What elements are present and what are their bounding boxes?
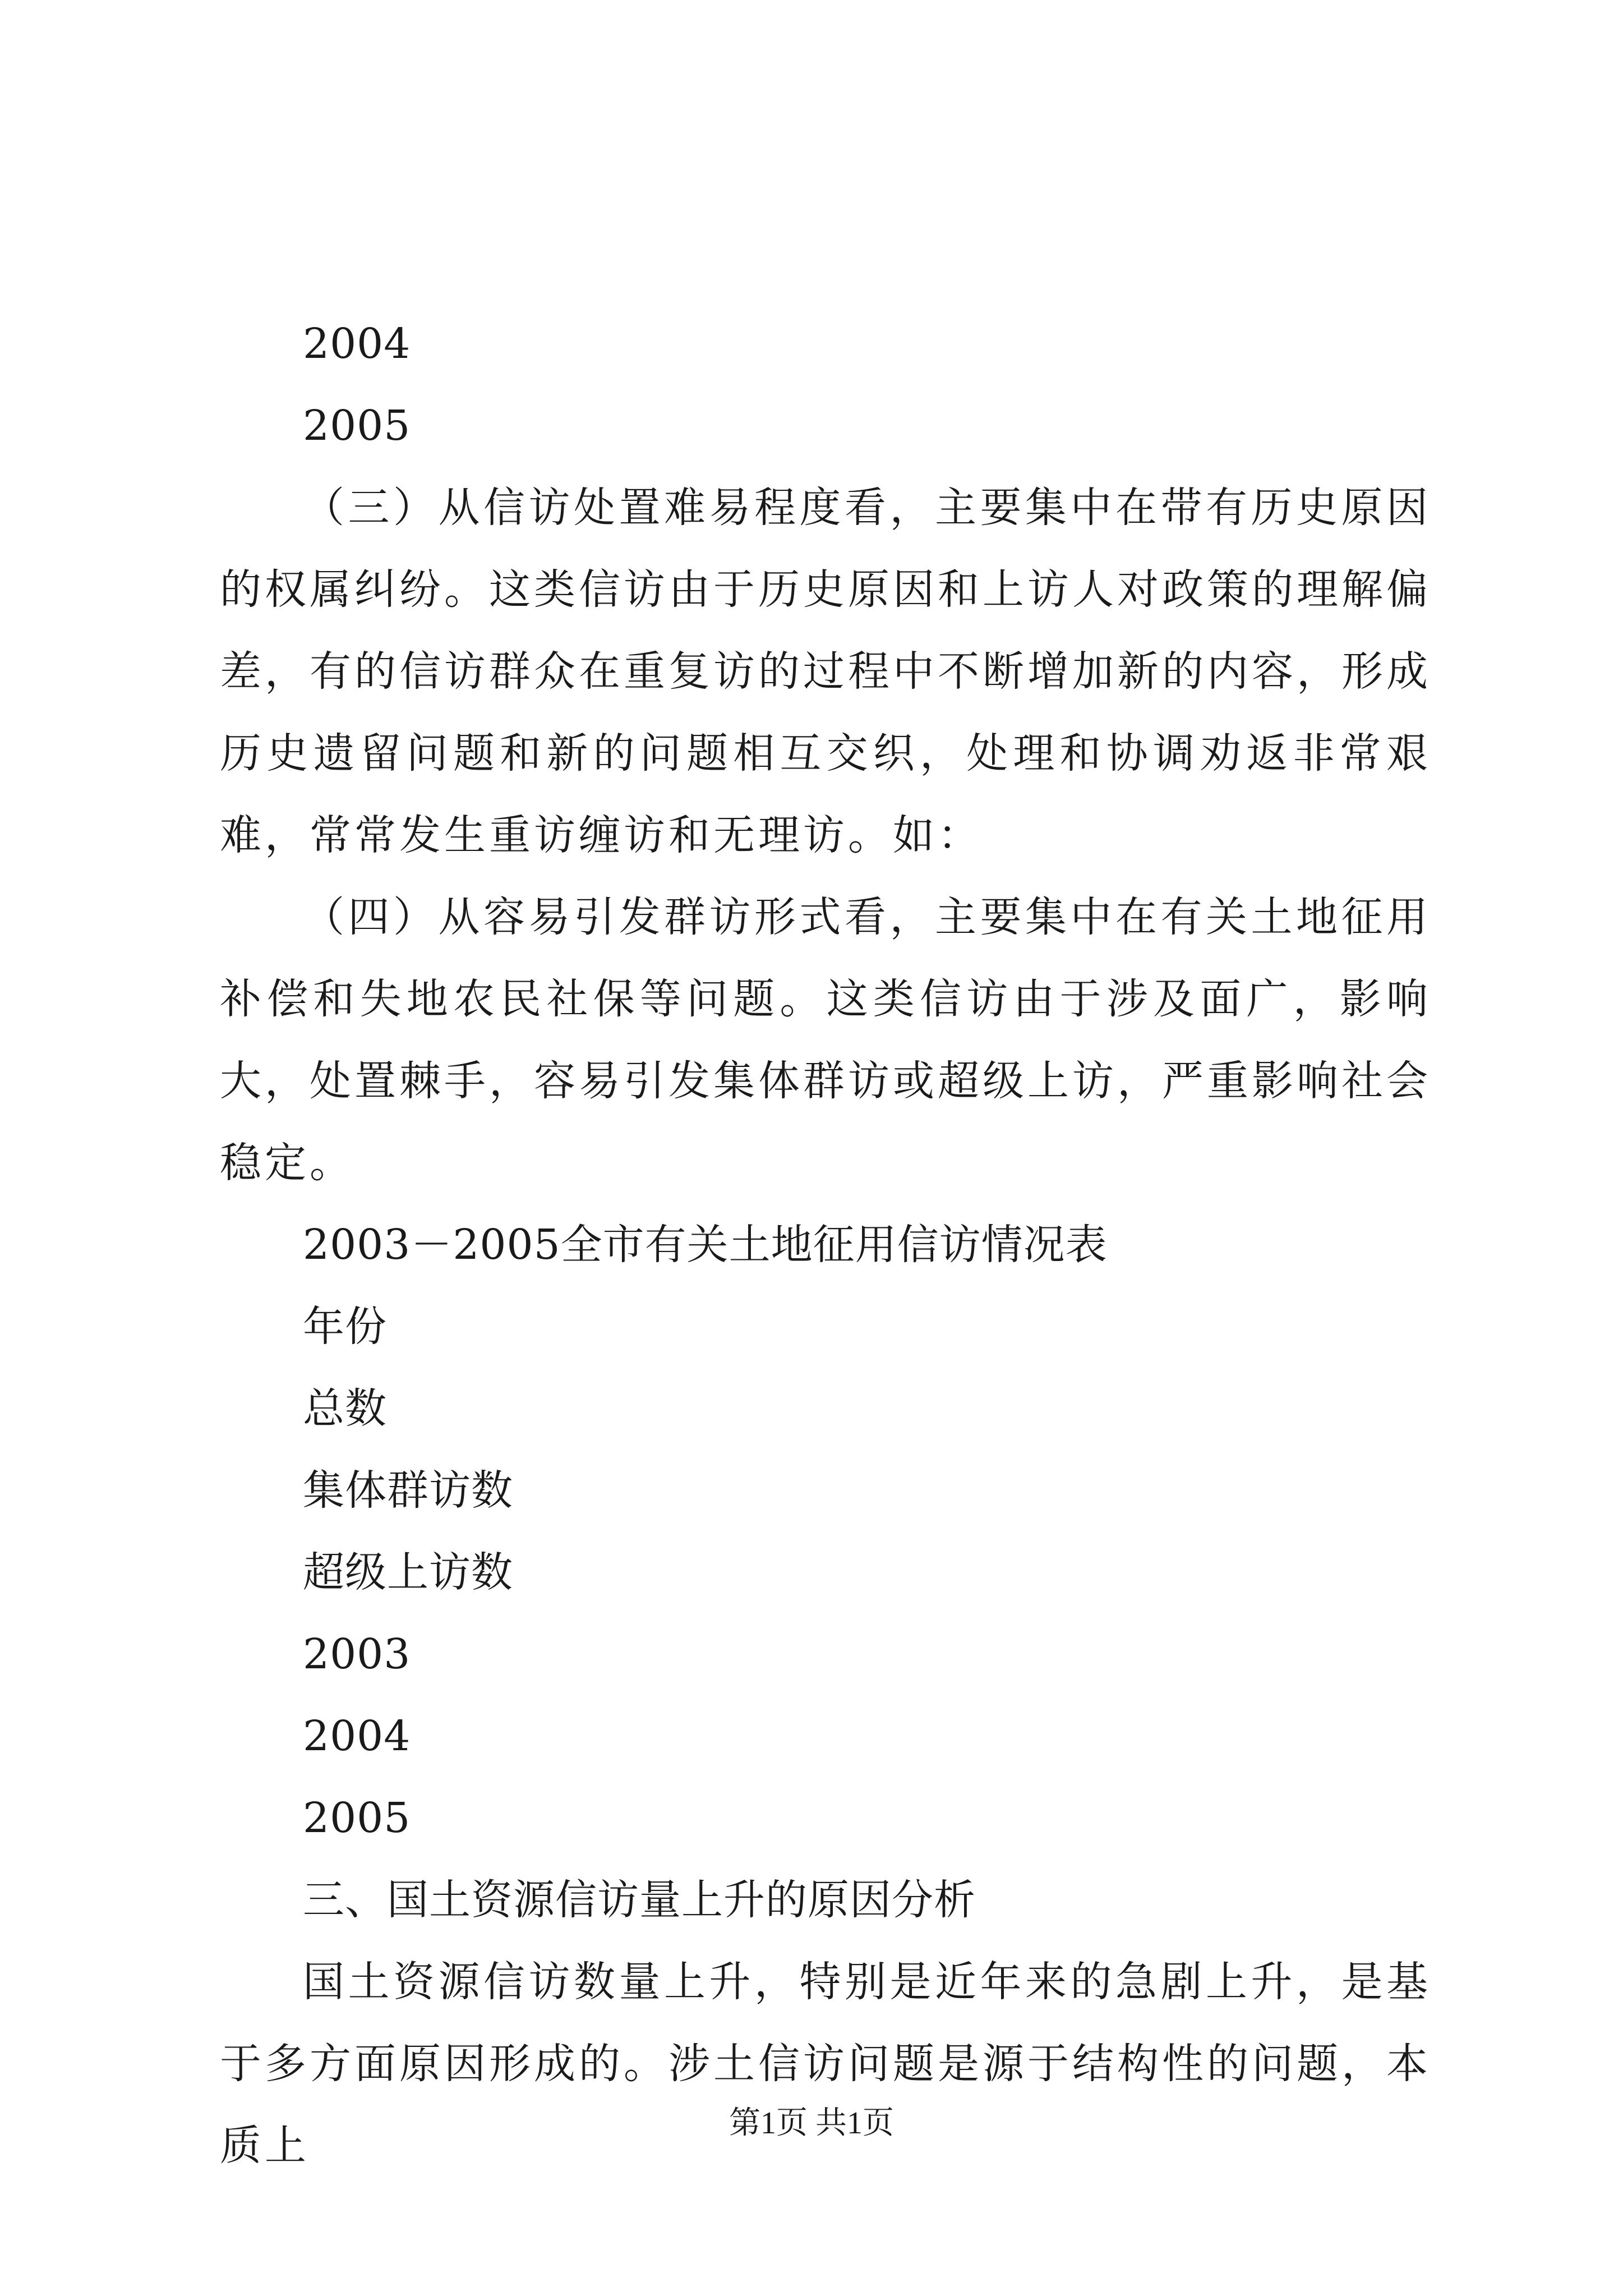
table-header-total: 总数 — [303, 1384, 387, 1433]
page-footer: 第1页 共1页 — [729, 2106, 894, 2141]
paragraph-three: （三）从信访处置难易程度看，主要集中在带有历史原因的权属纠纷。这类信访由于历史原因和上访人对政策的理解偏差，有的信访群众在重复访的过程中不断增加新的内容，形成历史遗留问题和新的问题相互交织，处理和协调劝返非常艰难，常常发生重访缠访和无理访。如： — [220, 484, 1431, 859]
section-heading: 三、国土资源信访量上升的原因分析 — [303, 1876, 976, 1924]
table-header-super-visits: 超级上访数 — [303, 1548, 513, 1596]
table-header-group-visits: 集体群访数 — [303, 1466, 513, 1515]
table-year-2005: 2005 — [303, 1794, 411, 1842]
document-body — [220, 303, 1431, 2187]
table-header-year: 年份 — [303, 1303, 387, 1351]
paragraph-last: 国土资源信访数量上升，特别是近年来的急剧上升，是基于多方面原因形成的。涉土信访问题是源于结构性的问题，本质上 — [220, 1958, 1431, 2170]
year-2004-line: 2004 — [303, 320, 411, 368]
year-2005-line: 2005 — [303, 402, 411, 450]
table-year-2004: 2004 — [303, 1712, 411, 1760]
table-title: 2003－2005全市有关土地征用信访情况表 — [303, 1221, 1108, 1269]
table-year-2003: 2003 — [303, 1630, 411, 1678]
paragraph-four: （四）从容易引发群访形式看，主要集中在有关土地征用补偿和失地农民社保等问题。这类信访由于涉及面广，影响大，处置棘手，容易引发集体群访或超级上访，严重影响社会稳定。 — [220, 893, 1431, 1187]
